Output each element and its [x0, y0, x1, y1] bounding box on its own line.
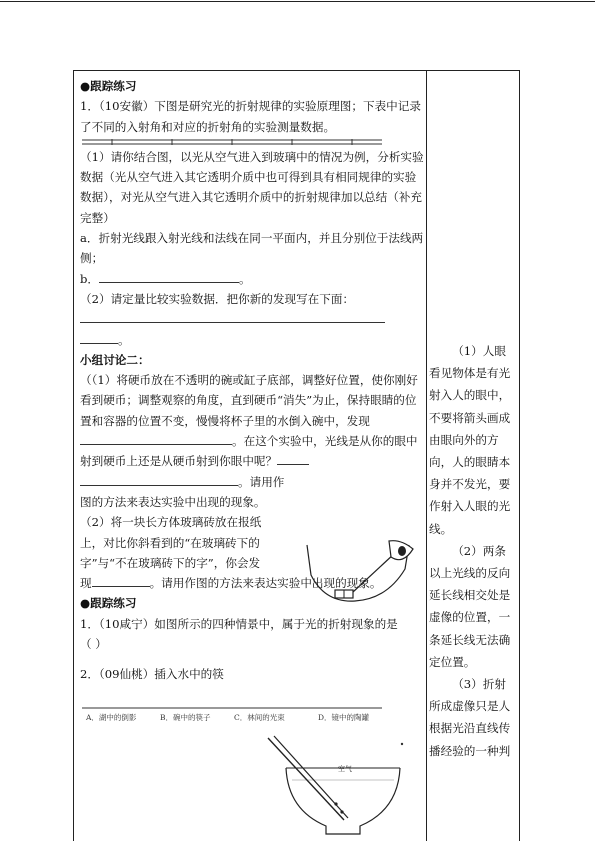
question-1-part-2: （2）请定量比较实验数据．把你新的发现写在下面：	[80, 291, 355, 306]
table-left-border	[73, 70, 74, 841]
question-1: 1．（10安徽）下图是研究光的折射规律的实验原理图；下表中记录了不同的入射角和对应的折射角的实验测量数据。	[80, 99, 421, 134]
option-c[interactable]: C．林间的光束	[234, 713, 285, 722]
blank-line[interactable]	[80, 432, 232, 445]
discussion-2-line-4: 现 。请用作图的方法来表达实验中出现的现象。	[80, 576, 382, 591]
blank-line[interactable]	[99, 270, 239, 283]
side-note-2: （2）两条以上光线的反向延长线相交处是虚像的位置，一条延长线无法确定位置。	[429, 543, 511, 669]
option-a[interactable]: A．湖中的倒影	[86, 713, 137, 722]
blank-line[interactable]	[80, 310, 385, 323]
side-note-3: （3）折射所成虚像只是人根据光沿直线传播经验的一种判	[429, 677, 511, 758]
blank-line[interactable]	[80, 331, 118, 344]
answer-blank-row	[80, 309, 425, 329]
air-label: 空气	[338, 765, 352, 773]
section-heading-practice: ●跟踪练习	[80, 79, 137, 93]
discussion-1-tail: 。请用作	[80, 472, 425, 492]
option-d[interactable]: D．镜中的陶罐	[318, 713, 370, 722]
blank-line[interactable]	[277, 452, 309, 465]
section-heading-practice-2: ●跟踪练习	[80, 596, 137, 611]
option-b[interactable]: B．碗中的筷子	[160, 713, 211, 722]
page-top-rule	[0, 1, 595, 2]
question-3: 2．（09仙桃）插入水中的筷	[80, 667, 224, 682]
discussion-2-line-3: 字”与“不在玻璃砖下的字”，你会发	[80, 555, 261, 570]
group-discussion-heading: 小组讨论二：	[80, 352, 150, 367]
question-1-part-1: （1）请你结合图，以光从空气进入到玻璃中的情况为例，分析实验数据（光从空气进入其它透明介质中也可得到具有相同规律的实验数据），对光从空气进入其它透明介质中的折射规律加以总结（补充完整）	[80, 149, 424, 225]
discussion-1: （（1）将硬币放在不透明的碗或缸子底部，调整好位置，使你刚好看到硬币；调整观察的角度，直到硬币“消失”为止，保持眼睛的位置和容器的位置不变，慢慢将杯子里的水倒入碗中，发现。在这个实验中，光线是从你的眼中射到硬币上还是从硬币射到你眼中呢？	[80, 373, 418, 469]
discussion-1-instruction: 图的方法来表达实验中出现的现象。	[80, 494, 266, 509]
discussion-2-line-2: 上，对比你斜看到的“在玻璃砖下的	[80, 535, 260, 550]
answer-blank-row-2: 。	[80, 330, 425, 350]
chopstick-bowl-figure	[282, 738, 407, 841]
discussion-2-line-1: （2）将一块长方体玻璃砖放在报纸	[80, 515, 262, 530]
coin-bowl-figure	[305, 535, 417, 605]
table-right-border	[519, 70, 520, 841]
question-2: 1．（10咸宁）如图所示的四种情景中，属于光的折射现象的是	[80, 616, 398, 631]
blank-line[interactable]	[80, 473, 238, 486]
options-strip-spacer	[80, 654, 425, 664]
question-1-rule-b: b． 。	[80, 271, 251, 286]
table-divider	[426, 70, 427, 841]
question-1-rule-a: a．折射光线跟入射光线和法线在同一平面内，并且分别位于法线两侧；	[80, 231, 424, 266]
table-top-border	[73, 70, 519, 71]
data-table-strip	[82, 139, 382, 145]
blank-line[interactable]	[92, 574, 150, 587]
question-2-answer-paren: （ ）	[80, 637, 107, 652]
side-notes	[429, 340, 513, 762]
side-note-1: （1）人眼看见物体是有光射入人的眼中，不要将箭头画成由眼向外的方向，人的眼睛本身并不发光，要作射入人眼的光线。	[429, 344, 511, 536]
